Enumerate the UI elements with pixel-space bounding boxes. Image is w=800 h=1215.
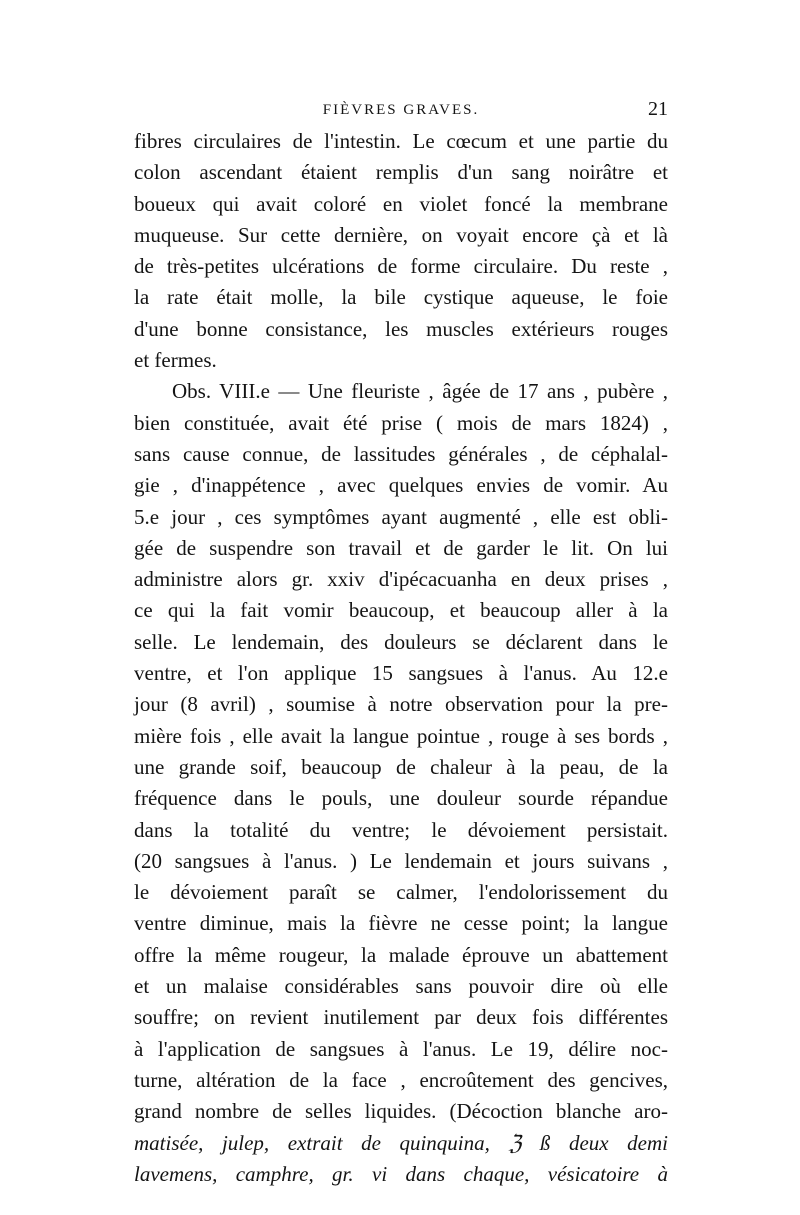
page-header	[134, 98, 668, 122]
text-line: Obs. VIII.e — Une fleuriste , âgée de 17 ans , pubère ,	[172, 379, 668, 404]
text-line: et un malaise considérables sans pouvoir dire où elle	[134, 974, 668, 999]
text-line: de très-petites ulcérations de forme circulaire. Du reste ,	[134, 254, 668, 279]
text-line: matisée, julep, extrait de quinquina, ℨ ß deux demi	[134, 1130, 668, 1155]
text-line: et fermes.	[134, 348, 217, 373]
text-line: sans cause connue, de lassitudes générales , de céphalal-	[134, 441, 668, 466]
text-line: ventre diminue, mais la fièvre ne cesse point; la langue	[134, 911, 668, 936]
page-number: 21	[648, 98, 668, 120]
text-line: ventre, et l'on applique 15 sangsues à l'anus. Au 12.e	[134, 661, 668, 686]
text-line: selle. Le lendemain, des douleurs se déclarent dans le	[134, 629, 668, 654]
text-line: 5.e jour , ces symptômes ayant augmenté , elle est obli-	[134, 504, 668, 529]
text-line: fibres circulaires de l'intestin. Le cœcum et une partie du	[134, 129, 668, 153]
text-line: (20 sangsues à l'anus. ) Le lendemain et jours suivans ,	[134, 848, 668, 873]
text-line: offre la même rougeur, la malade éprouve un abattement	[134, 942, 668, 967]
text-line: administre alors gr. xxiv d'ipécacuanha en deux prises ,	[134, 567, 668, 592]
text-line: gée de suspendre son travail et de garder le lit. On lui	[134, 535, 668, 560]
text-line: souffre; on revient inutilement par deux fois différentes	[134, 1005, 668, 1030]
text-line: boueux qui avait coloré en violet foncé la membrane	[134, 191, 668, 216]
text-line: fréquence dans le pouls, une douleur sourde répandue	[134, 786, 668, 811]
text-line: bien constituée, avait été prise ( mois de mars 1824) ,	[134, 410, 668, 435]
text-line: d'une bonne consistance, les muscles extérieurs rouges	[134, 316, 668, 341]
text-line: une grande soif, beaucoup de chaleur à la peau, de la	[134, 754, 668, 779]
text-line: à l'application de sangsues à l'anus. Le 19, délire noc-	[134, 1036, 668, 1061]
running-title: FIÈVRES GRAVES.	[322, 102, 480, 118]
text-line: mière fois , elle avait la langue pointue , rouge à ses bords ,	[134, 723, 668, 748]
body-text	[134, 126, 668, 1190]
text-line: colon ascendant étaient remplis d'un sang noirâtre et	[134, 160, 668, 185]
text-line: lavemens, camphre, gr. vi dans chaque, vésicatoire à	[134, 1161, 668, 1186]
text-line: dans la totalité du ventre; le dévoiement persistait.	[134, 817, 668, 842]
text-line: muqueuse. Sur cette dernière, on voyait encore çà et là	[134, 222, 668, 247]
text-line: gie , d'inappétence , avec quelques envies de vomir. Au	[134, 473, 668, 498]
text-line: grand nombre de selles liquides. (Décoction blanche aro-	[134, 1099, 668, 1124]
text-line: le dévoiement paraît se calmer, l'endolorissement du	[134, 880, 668, 905]
text-line: turne, altération de la face , encroûtement des gencives,	[134, 1067, 668, 1092]
text-line: ce qui la fait vomir beaucoup, et beaucoup aller à la	[134, 598, 668, 623]
text-line: la rate était molle, la bile cystique aqueuse, le foie	[134, 285, 668, 310]
text-line: jour (8 avril) , soumise à notre observation pour la pre-	[134, 692, 668, 717]
